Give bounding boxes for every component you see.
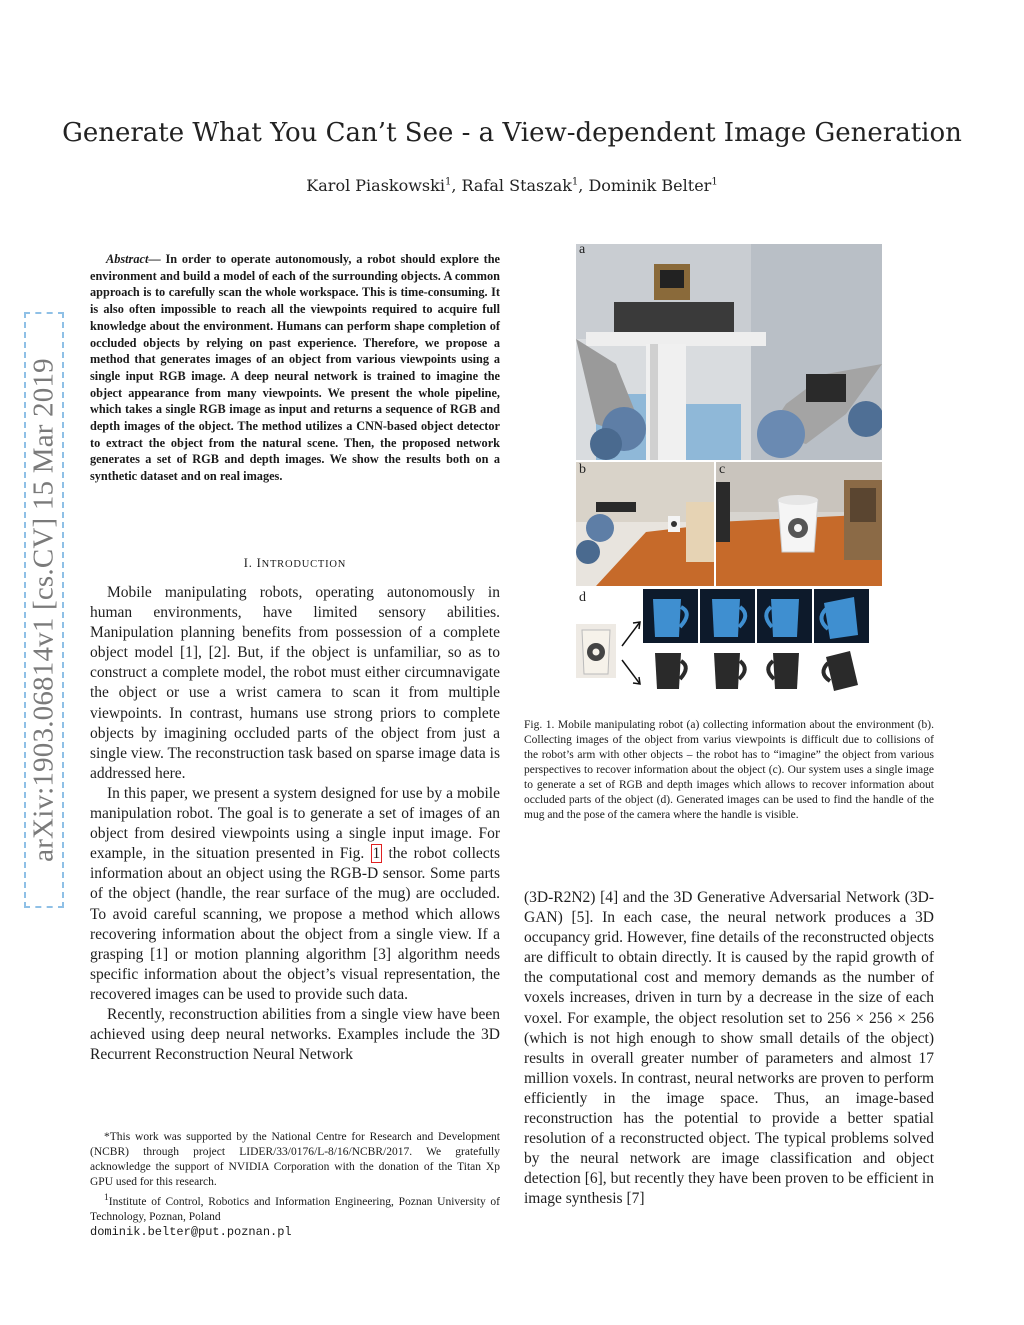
generated-rgb-view xyxy=(757,589,812,643)
abstract-text: In order to operate autonomously, a robot should explore the environment and build a model of each of the surrounding objects. A common approach is to carefully scan the whole workspace. This is time-consuming. It is also often impossible to reach all the viewpoints required to acquire full knowledge about the environment. Humans can perform shape completion of occluded objects by relying on past experience. Therefore, we propose a method that generates images of an object from various viewpoints using a single input RGB image. A deep neural network is trained to imagine the object appearance from many viewpoints. We present the whole pipeline, which takes a single RGB image as input and returns a sequence of RGB and depth images of the object. The method utilizes a CNN-based object detector to extract the object from the natural scene. Then, the proposed network generates a set of RGB and depth images. We show the results both on a synthetic dataset and on real images. xyxy=(90,252,500,484)
footnote xyxy=(90,1130,500,1240)
arxiv-id: arXiv:1903.06814v1 [cs.CV] 15 Mar 2019 xyxy=(27,358,60,862)
arrows-icon xyxy=(620,618,644,688)
figure-caption: Fig. 1. Mobile manipulating robot (a) collecting information about the environment (b). Collecting images of the object from varius viewpoints is difficult due to collisions of the robot’s arm with other objects – the robot has to “imagine” the object from various perspectives to recover information about the object (c). Our system uses a single image to generate a set of RGB and depth images which allows to recover information about occluded parts of the object (d). Generated images can be used to find the handle of the mug and the pose of the camera where the handle is visible. xyxy=(524,719,934,821)
figure-panel-c-image xyxy=(716,462,882,586)
affiliation: $^1$Institute of Control, Robotics and Information Engineering, Poznan University of Technology, Poznan, Poland xyxy=(90,1192,500,1223)
figure-panel-b-image xyxy=(576,462,714,586)
abstract: Abstract— In order to operate autonomously, a robot should explore the environment and build a model of each of the surrounding objects. A common approach is to carefully scan the whole workspace. This is time-consuming. It is also often impossible to reach all the viewpoints required to acquire full knowledge about the environment. Humans can perform shape completion of occluded objects by relying on past experience. Therefore, we propose a method that generates images of an object from various viewpoints using a single input RGB image. A deep neural network is trained to imagine the object appearance from many viewpoints. We present the whole pipeline, which takes a single RGB image as input and returns a sequence of RGB and depth images of the object. The method utilizes a CNN-based object detector to extract the object from the natural scene. Then, the proposed network generates a set of RGB and depth images. We show the results both on a synthetic dataset and on real images. xyxy=(90,252,500,484)
abstract-label: Abstract xyxy=(106,252,149,266)
paragraph: In this paper, we present a system designed for use by a mobile manipulation robot. The goal is to generate a set of images of an object from desired viewpoints using a single input image. For example, in the situation presented in Fig. 1 the robot collects information about an object using the RGB-D sensor. Some parts of the object (handle, the rear surface of the mug) are occluded. To avoid careful scanning, we propose a method which allows recovering information about the object from a single view. If a grasping [1] or motion planning algorithm [3] algorithm needs specific information about the object’s visual representation, the recovered images can be used to provide such data. xyxy=(90,784,500,1003)
generated-depth-view xyxy=(643,647,698,695)
generated-depth-view xyxy=(814,647,869,695)
funding-note: *This work was supported by the National Centre for Research and Development (NCBR) through project LIDER/33/0176/L-8/16/NCBR/2017. We gratefully acknowledge the support of NVIDIA Corporation with the donation of the Titan Xp GPU used for this research. xyxy=(90,1131,500,1188)
figure-panel-a-image xyxy=(576,244,882,460)
paragraph: Recently, reconstruction abilities from a single view have been achieved using deep neural networks. Examples include the 3D Recurrent Reconstruction Neural Network xyxy=(90,1005,500,1064)
author-name: Rafal Staszak xyxy=(461,176,572,195)
panel-label-c: c xyxy=(719,462,726,477)
paragraph: (3D-R2N2) [4] and the 3D Generative Adversarial Network (3D-GAN) [5]. In each case, the neural network produces a 3D occupancy grid. However, fine details of the reconstructed objects are difficult to obtain directly. It is caused by the rapid growth of the computational cost and memory demands as the number of voxels increases, driven in turn by a decrease in the size of each voxel. For example, the object resolution set to 256 × 256 × 256 (which is not high enough to show small details of the object) results in overall greater number of parameters and almost 17 million voxels. In contrast, neural networks are proven to perform efficiently in the image space. Thus, an image-based reconstruction has the potential to provide a better spatial resolution of a reconstructed object. The typical problems solved by the neural network are image classification and object detection [6], but recently they have been proven to be efficient in image synthesis [7] xyxy=(524,889,934,1208)
generated-rgb-view xyxy=(700,589,755,643)
generated-depth-view xyxy=(700,647,755,695)
right-column-text xyxy=(524,888,934,1210)
input-mug-image xyxy=(576,624,616,678)
generated-depth-view xyxy=(757,647,812,695)
section-heading: I. INTRODUCTION xyxy=(243,556,347,570)
email: dominik.belter@put.poznan.pl xyxy=(90,1224,292,1239)
introduction-text xyxy=(90,583,500,1065)
generated-rgb-view xyxy=(814,589,869,643)
author-name: Karol Piaskowski xyxy=(306,176,445,195)
generated-rgb-view xyxy=(643,589,698,643)
author-list: Karol Piaskowski$^1$, Rafal Staszak$^1$, Dominik Belter$^1$ xyxy=(306,176,718,195)
figure-ref-link[interactable]: 1 xyxy=(372,845,381,863)
paragraph: Mobile manipulating robots, operating autonomously in human environments, have limited sensory abilities. Manipulation planning benefits from possession of a complete object model [1], [2]. But, if the object is unfamiliar, so as to construct a complete model, the robot must either circumnavigate the object or use a wrist camera to scan it from multiple viewpoints. In contrast, humans use strong priors to complete objects by imagining occluded parts of the object from just a single view. The reconstruction task based on sparse image data is addressed here. xyxy=(90,584,500,782)
panel-label-d: d xyxy=(579,590,586,605)
panel-label-a: a xyxy=(579,242,586,257)
panel-label-b: b xyxy=(579,462,586,477)
arxiv-stamp xyxy=(24,312,64,908)
author-name: Dominik Belter xyxy=(588,176,712,195)
paper-title: Generate What You Can’t See - a View-dependent Image Generation xyxy=(62,118,962,148)
